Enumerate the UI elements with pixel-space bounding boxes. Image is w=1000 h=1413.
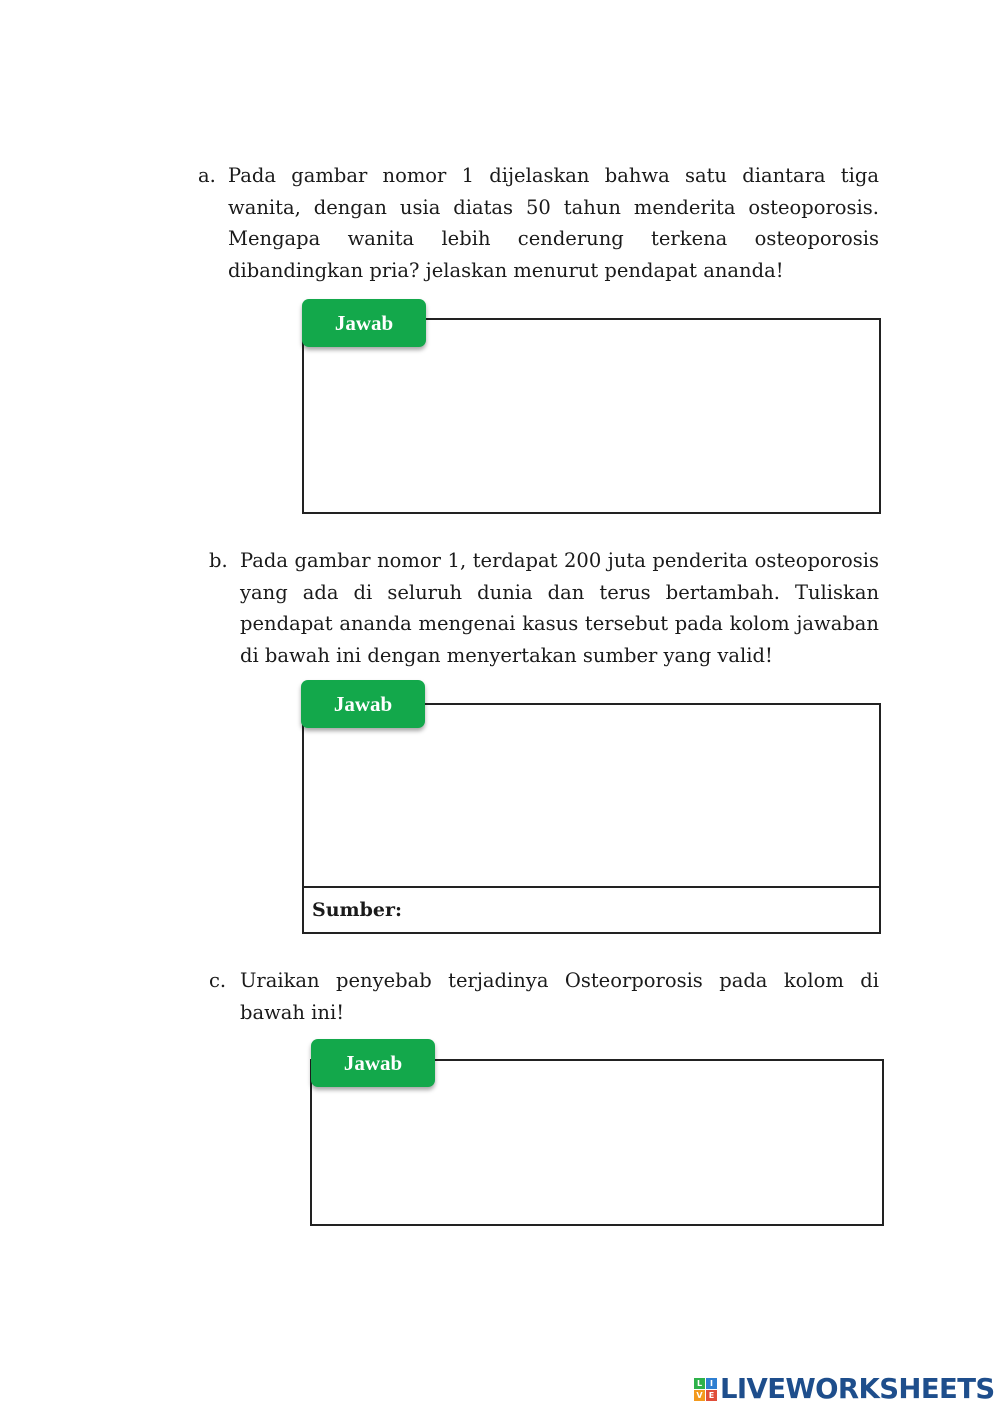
question-c-text: Uraikan penyebab terjadinya Osteorporosis pada kolom di bawah ini! — [240, 969, 879, 1024]
logo-mark-l: L — [694, 1378, 705, 1389]
answer-box-a[interactable] — [302, 318, 881, 514]
question-b — [209, 545, 879, 671]
answer-label-b: Jawab — [301, 680, 425, 728]
source-field[interactable] — [304, 886, 879, 932]
question-a-text: Pada gambar nomor 1 dijelaskan bahwa satu diantara tiga wanita, dengan usia diatas 50 tahun menderita osteoporosis. Mengapa wanita lebih cenderung terkena osteoporosis dibandingkan pria? jelaskan menurut pendapat ananda! — [228, 164, 879, 282]
answer-label-c: Jawab — [311, 1039, 435, 1087]
logo-mark-e: E — [706, 1390, 717, 1401]
question-a-marker: a. — [198, 164, 216, 187]
question-a — [198, 160, 879, 286]
logo-mark-icon — [694, 1378, 717, 1401]
liveworksheets-logo — [694, 1372, 995, 1406]
answer-box-b[interactable] — [302, 703, 881, 934]
logo-text: LIVEWORKSHEETS — [720, 1373, 995, 1405]
logo-mark-v: V — [694, 1390, 705, 1401]
question-b-text: Pada gambar nomor 1, terdapat 200 juta penderita osteoporosis yang ada di seluruh dunia dan terus bertambah. Tuliskan pendapat ananda mengenai kasus tersebut pada kolom jawaban di bawah ini dengan menyertakan sumber yang valid! — [240, 549, 879, 667]
question-b-marker: b. — [209, 549, 228, 572]
logo-mark-i: I — [706, 1378, 717, 1389]
question-c-marker: c. — [209, 969, 227, 992]
answer-label-a: Jawab — [302, 299, 426, 347]
question-c — [209, 965, 879, 1028]
source-label: Sumber: — [312, 899, 403, 921]
